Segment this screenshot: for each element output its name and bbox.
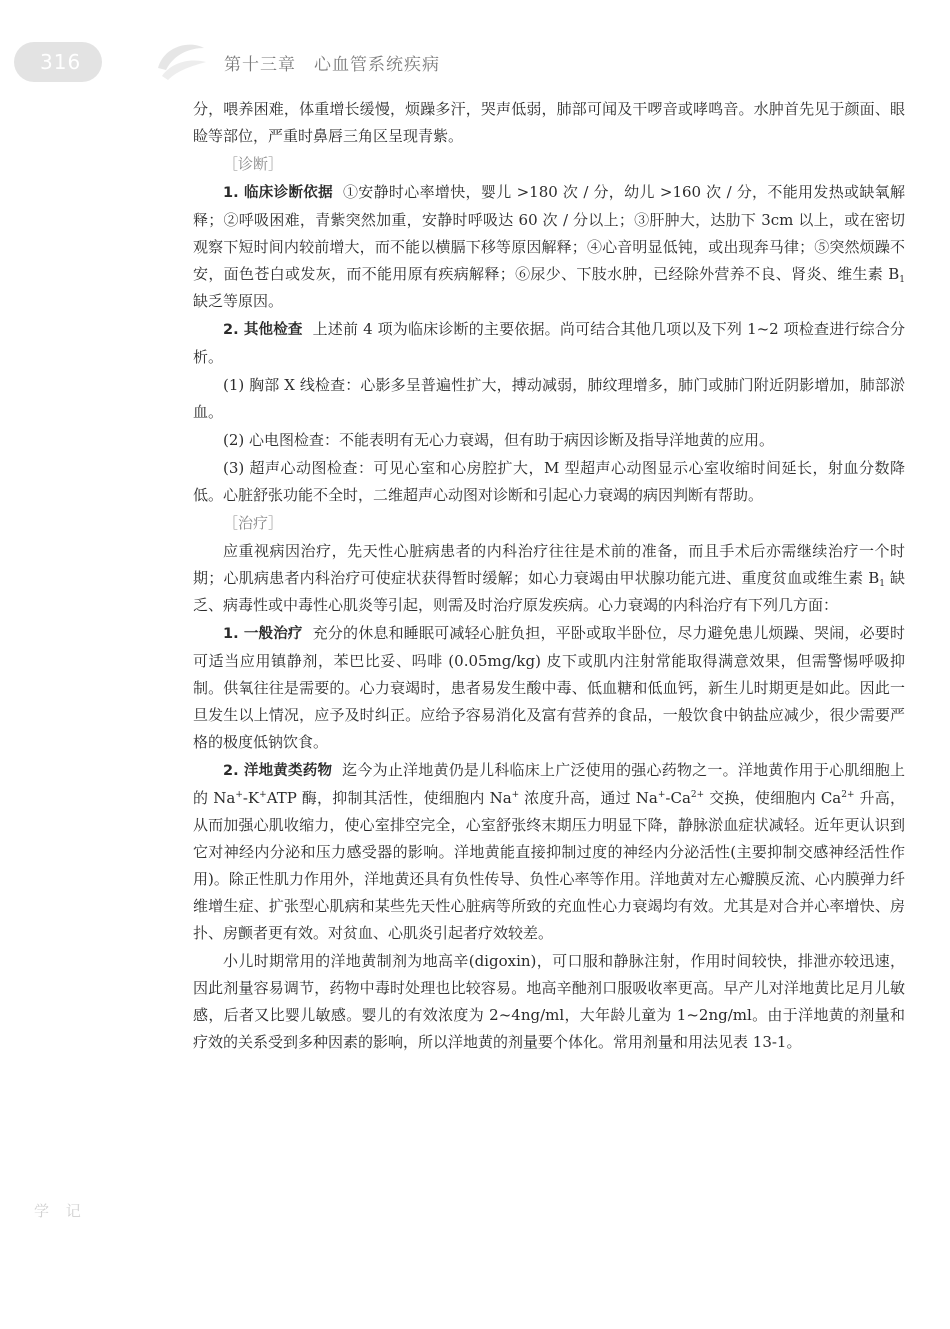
ecg-paragraph: (2) 心电图检查：不能表明有无心力衰竭，但有助于病因诊断及指导洋地黄的应用。 [223,431,775,449]
intro-paragraph: 分，喂养困难，体重增长缓慢，烦躁多汗，哭声低弱，肺部可闻及干啰音或哮鸣音。水肿首先见于颜面、眼睑等部位，严重时鼻唇三角区呈现青紫。 [193,100,905,145]
digoxin-paragraph: 小儿时期常用的洋地黄制剂为地高辛(digoxin)，可口服和静脉注射，作用时间较快，排泄亦较迅速，因此剂量容易调节，药物中毒时处理也比较容易。地高辛酏剂口服吸收率更高。早产儿对洋地黄比足月儿敏感，后者又比婴儿敏感。婴儿的有效浓度为 2~4ng/ml，大年龄儿童为 1~2ng/ml。由于洋地黄的剂量和疗效的关系受到多种因素的影响，所以洋地黄的剂量要个体化。常用剂量和用法见表 13-1。 [193,952,905,1051]
ion-charge: 2+ [690,790,705,800]
general-treatment-heading: 1. 一般治疗 [223,626,303,642]
ion-charge: + [657,790,666,800]
treatment-intro-text-b: 缺乏、病毒性或中毒性心肌炎等引起，则需及时治疗原发疾病。心力衰竭的内科治疗有下列几方面： [193,569,906,614]
diagnosis-section-label: ［诊断］ [223,155,284,173]
ion-charge: + [235,790,243,800]
digitalis-text-f: 交换，使细胞内 Ca [704,789,842,807]
other-exams-text: 上述前 4 项为临床诊断的主要依据。尚可结合其他几项以及下列 1~2 项检查进行综合分析。 [193,320,905,366]
digitalis-text-c: ATP 酶，抑制其活性，使细胞内 Na [266,789,512,807]
digitalis-paragraph [193,757,905,947]
margin-note: 学 记 [34,1202,87,1220]
digitalis-text-a: 迄今为止洋地黄仍是儿科临床上广泛使用的强心药物之一。洋地黄作用于心肌细胞上的 Na [193,761,905,807]
ion-charge: + [259,790,267,800]
digitalis-text-e: -Ca [665,789,691,807]
general-treatment-paragraph [193,620,905,756]
other-exams-paragraph [193,316,905,371]
ion-charge: 2+ [841,790,855,800]
chapter-title: 第十三章 心血管系统疾病 [224,55,440,75]
treatment-intro-paragraph [193,538,905,619]
vitamin-subscript: 1 [879,579,885,589]
digitalis-text-b: -K [242,789,260,807]
diagnosis-criteria-tail: 缺乏等原因。 [193,292,284,310]
digitalis-text-d: 浓度升高，通过 Na [519,789,658,807]
digitalis-heading: 2. 洋地黄类药物 [223,763,333,779]
treatment-intro-text-a: 应重视病因治疗，先天性心脏病患者的内科治疗往往是术前的准备，而且手术后亦需继续治疗一个时期；心肌病患者内科治疗可使症状获得暂时缓解；如心力衰竭由甲状腺功能亢进、重度贫血或维生素 B [193,542,905,587]
echocardiogram-paragraph: (3) 超声心动图检查：可见心室和心房腔扩大，M 型超声心动图显示心室收缩时间延长，射血分数降低。心脏舒张功能不全时，二维超声心动图对诊断和引起心力衰竭的病因判断有帮助。 [193,459,905,504]
page-header [0,36,950,86]
leaf-ornament-icon [150,38,210,82]
page-body [193,96,905,1057]
diagnosis-criteria-text: ①安静时心率增快，婴儿 >180 次 / 分，幼儿 >160 次 / 分，不能用发热或缺氧解释；②呼吸困难，青紫突然加重，安静时呼吸达 60 次 / 分以上；③肝肿大，达肋下 3cm 以上，或在密切观察下短时间内较前增大，而不能以横膈下移等原因解释；④心音明显低钝，或出现奔马律；⑤突然烦躁不安，面色苍白或发灰，而不能用原有疾病解释；⑥尿少、下肢水肿，已经除外营养不良、肾炎、维生素 B [193,183,905,283]
page-number: 316 [14,42,102,82]
diagnosis-criteria-paragraph [193,179,905,315]
treatment-section-label: ［治疗］ [223,514,284,532]
other-exams-heading: 2. 其他检查 [223,322,303,338]
ion-charge: + [511,790,520,800]
digitalis-text-g: 升高，从而加强心肌收缩力，使心室排空完全，心室舒张终末期压力明显下降，静脉淤血症状减轻。近年更认识到它对神经内分泌和压力感受器的影响。洋地黄能直接抑制过度的神经内分泌活性(主要抑制交感神经活性作用)。除正性肌力作用外，洋地黄还具有负性传导、负性心率等作用。洋地黄对左心瓣膜反流、心内膜弹力纤维增生症、扩张型心肌病和某些先天性心脏病等所致的充血性心力衰竭均有效。尤其是对合并心率增快、房扑、房颤者更有效。对贫血、心肌炎引起者疗效较差。 [193,789,905,942]
chest-xray-paragraph: (1) 胸部 X 线检查：心影多呈普遍性扩大，搏动减弱，肺纹理增多，肺门或肺门附近阴影增加，肺部淤血。 [193,376,905,421]
diagnosis-criteria-heading: 1. 临床诊断依据 [223,185,333,201]
vitamin-subscript: 1 [899,275,905,285]
general-treatment-text: 充分的休息和睡眠可减轻心脏负担，平卧或取半卧位，尽力避免患儿烦躁、哭闹，必要时可适当应用镇静剂，苯巴比妥、吗啡 (0.05mg/kg) 皮下或肌内注射常能取得满意效果，但需警惕呼吸抑制。供氧往往是需要的。心力衰竭时，患者易发生酸中毒、低血糖和低血钙，新生儿时期更是如此。因此一旦发生以上情况，应予及时纠正。应给予容易消化及富有营养的食品，一般饮食中钠盐应减少，很少需要严格的极度低钠饮食。 [193,624,905,751]
